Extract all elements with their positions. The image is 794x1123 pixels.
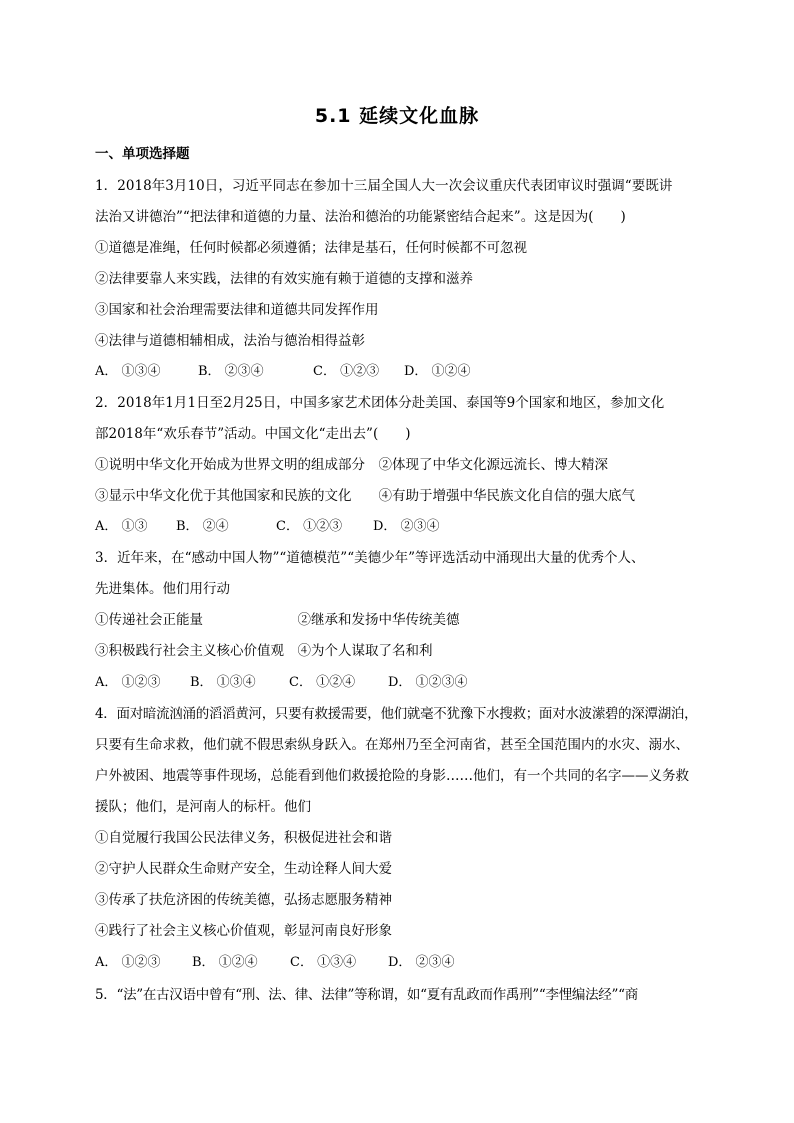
question-4-stem-line-3: 户外被困、地震等事件现场，总能看到他们救援抢险的身影……他们，有一个共同的名字——义务救 (95, 768, 689, 784)
question-1-choice-4: ④法律与道德相辅相成，法治与德治相得益彰 (95, 333, 365, 349)
question-3-option-a: A． ①②③ (95, 675, 161, 690)
question-2-option-b: B． ②④ (176, 519, 229, 534)
question-1-option-d: D． ①②④ (404, 364, 471, 379)
question-3-choice-line-2: ③积极践行社会主义核心价值观 ④为个人谋取了名和利 (95, 643, 433, 659)
question-2-choice-line-1: ①说明中华文化开始成为世界文明的组成部分 ②体现了中华文化源远流长、博大精深 (95, 457, 608, 473)
page-title: 5.1 延续文化血脉 (314, 105, 480, 127)
question-1-choice-3: ③国家和社会治理需要法律和道德共同发挥作用 (95, 302, 379, 318)
question-4-stem-line-4: 援队；他们，是河南人的标杆。他们 (95, 799, 311, 815)
question-4-option-b: B． ①②④ (192, 955, 258, 970)
question-2-option-a: A． ①③ (95, 519, 148, 534)
question-3-option-d: D． ①②③④ (388, 675, 468, 690)
question-1-option-a: A． ①③④ (95, 364, 161, 379)
question-5-stem-line-1: 5．“法”在古汉语中曾有“刑、法、律、法律”等称谓，如“夏有乱政而作禹刑”“李悝编法经”“商 (95, 987, 638, 1003)
question-4-choice-3: ③传承了扶危济困的传统美德，弘扬志愿服务精神 (95, 892, 392, 908)
question-4-option-d: D． ②③④ (388, 955, 455, 970)
question-3-stem-line-2: 先进集体。他们用行动 (95, 581, 230, 597)
question-1-choice-2: ②法律要靠人来实践，法律的有效实施有赖于道德的支撑和滋养 (95, 271, 473, 287)
question-4-choice-1: ①自觉履行我国公民法律义务，积极促进社会和谐 (95, 830, 392, 846)
question-1-option-c: C． ①②③ (313, 364, 380, 379)
question-4-stem-line-2: 只要有生命求救，他们就不假思索纵身跃入。在郑州乃至全河南省，甚至全国范围内的水灾、溺水、 (95, 737, 689, 753)
question-2-option-d: D． ②③④ (373, 519, 440, 534)
section-heading: 一、单项选择题 (95, 146, 190, 162)
question-2-stem-line-1: 2．2018年1月1日至2月25日，中国多家艺术团体分赴美国、泰国等9个国家和地区，参加文化 (95, 395, 665, 411)
question-3-choice-line-1: ①传递社会正能量 ②继承和发扬中华传统美德 (95, 612, 460, 628)
question-4-choice-4: ④践行了社会主义核心价值观，彰显河南良好形象 (95, 923, 392, 939)
question-4-stem-line-1: 4．面对暗流汹涌的滔滔黄河，只要有救援需要，他们就毫不犹豫下水搜救；面对水波潆碧的深潭湖泊， (95, 706, 698, 722)
question-3-option-b: B． ①③④ (190, 675, 256, 690)
question-4-option-c: C． ①③④ (290, 955, 357, 970)
question-2-choice-line-2: ③显示中华文化优于其他国家和民族的文化 ④有助于增强中华民族文化自信的强大底气 (95, 488, 635, 504)
question-2-option-c: C． ①②③ (276, 519, 343, 534)
question-1-stem-line-2: 法治又讲德治”“把法律和道德的力量、法治和德治的功能紧密结合起来”。这是因为( ) (95, 209, 626, 225)
question-4-option-a: A． ①②③ (95, 955, 161, 970)
question-1-option-b: B． ②③④ (198, 364, 264, 379)
question-2-stem-line-2: 部2018年“欢乐春节”活动。中国文化“走出去”( ) (95, 426, 411, 442)
question-3-option-c: C． ①②④ (289, 675, 356, 690)
question-1-stem-line-1: 1．2018年3月10日，习近平同志在参加十三届全国人大一次会议重庆代表团审议时强调“要既讲 (95, 178, 673, 194)
question-1-choice-1: ①道德是准绳，任何时候都必须遵循；法律是基石，任何时候都不可忽视 (95, 240, 527, 256)
question-4-choice-2: ②守护人民群众生命财产安全，生动诠释人间大爱 (95, 861, 392, 877)
question-3-stem-line-1: 3．近年来，在“感动中国人物”“道德模范”“美德少年”等评选活动中涌现出大量的优秀个人、 (95, 550, 645, 566)
